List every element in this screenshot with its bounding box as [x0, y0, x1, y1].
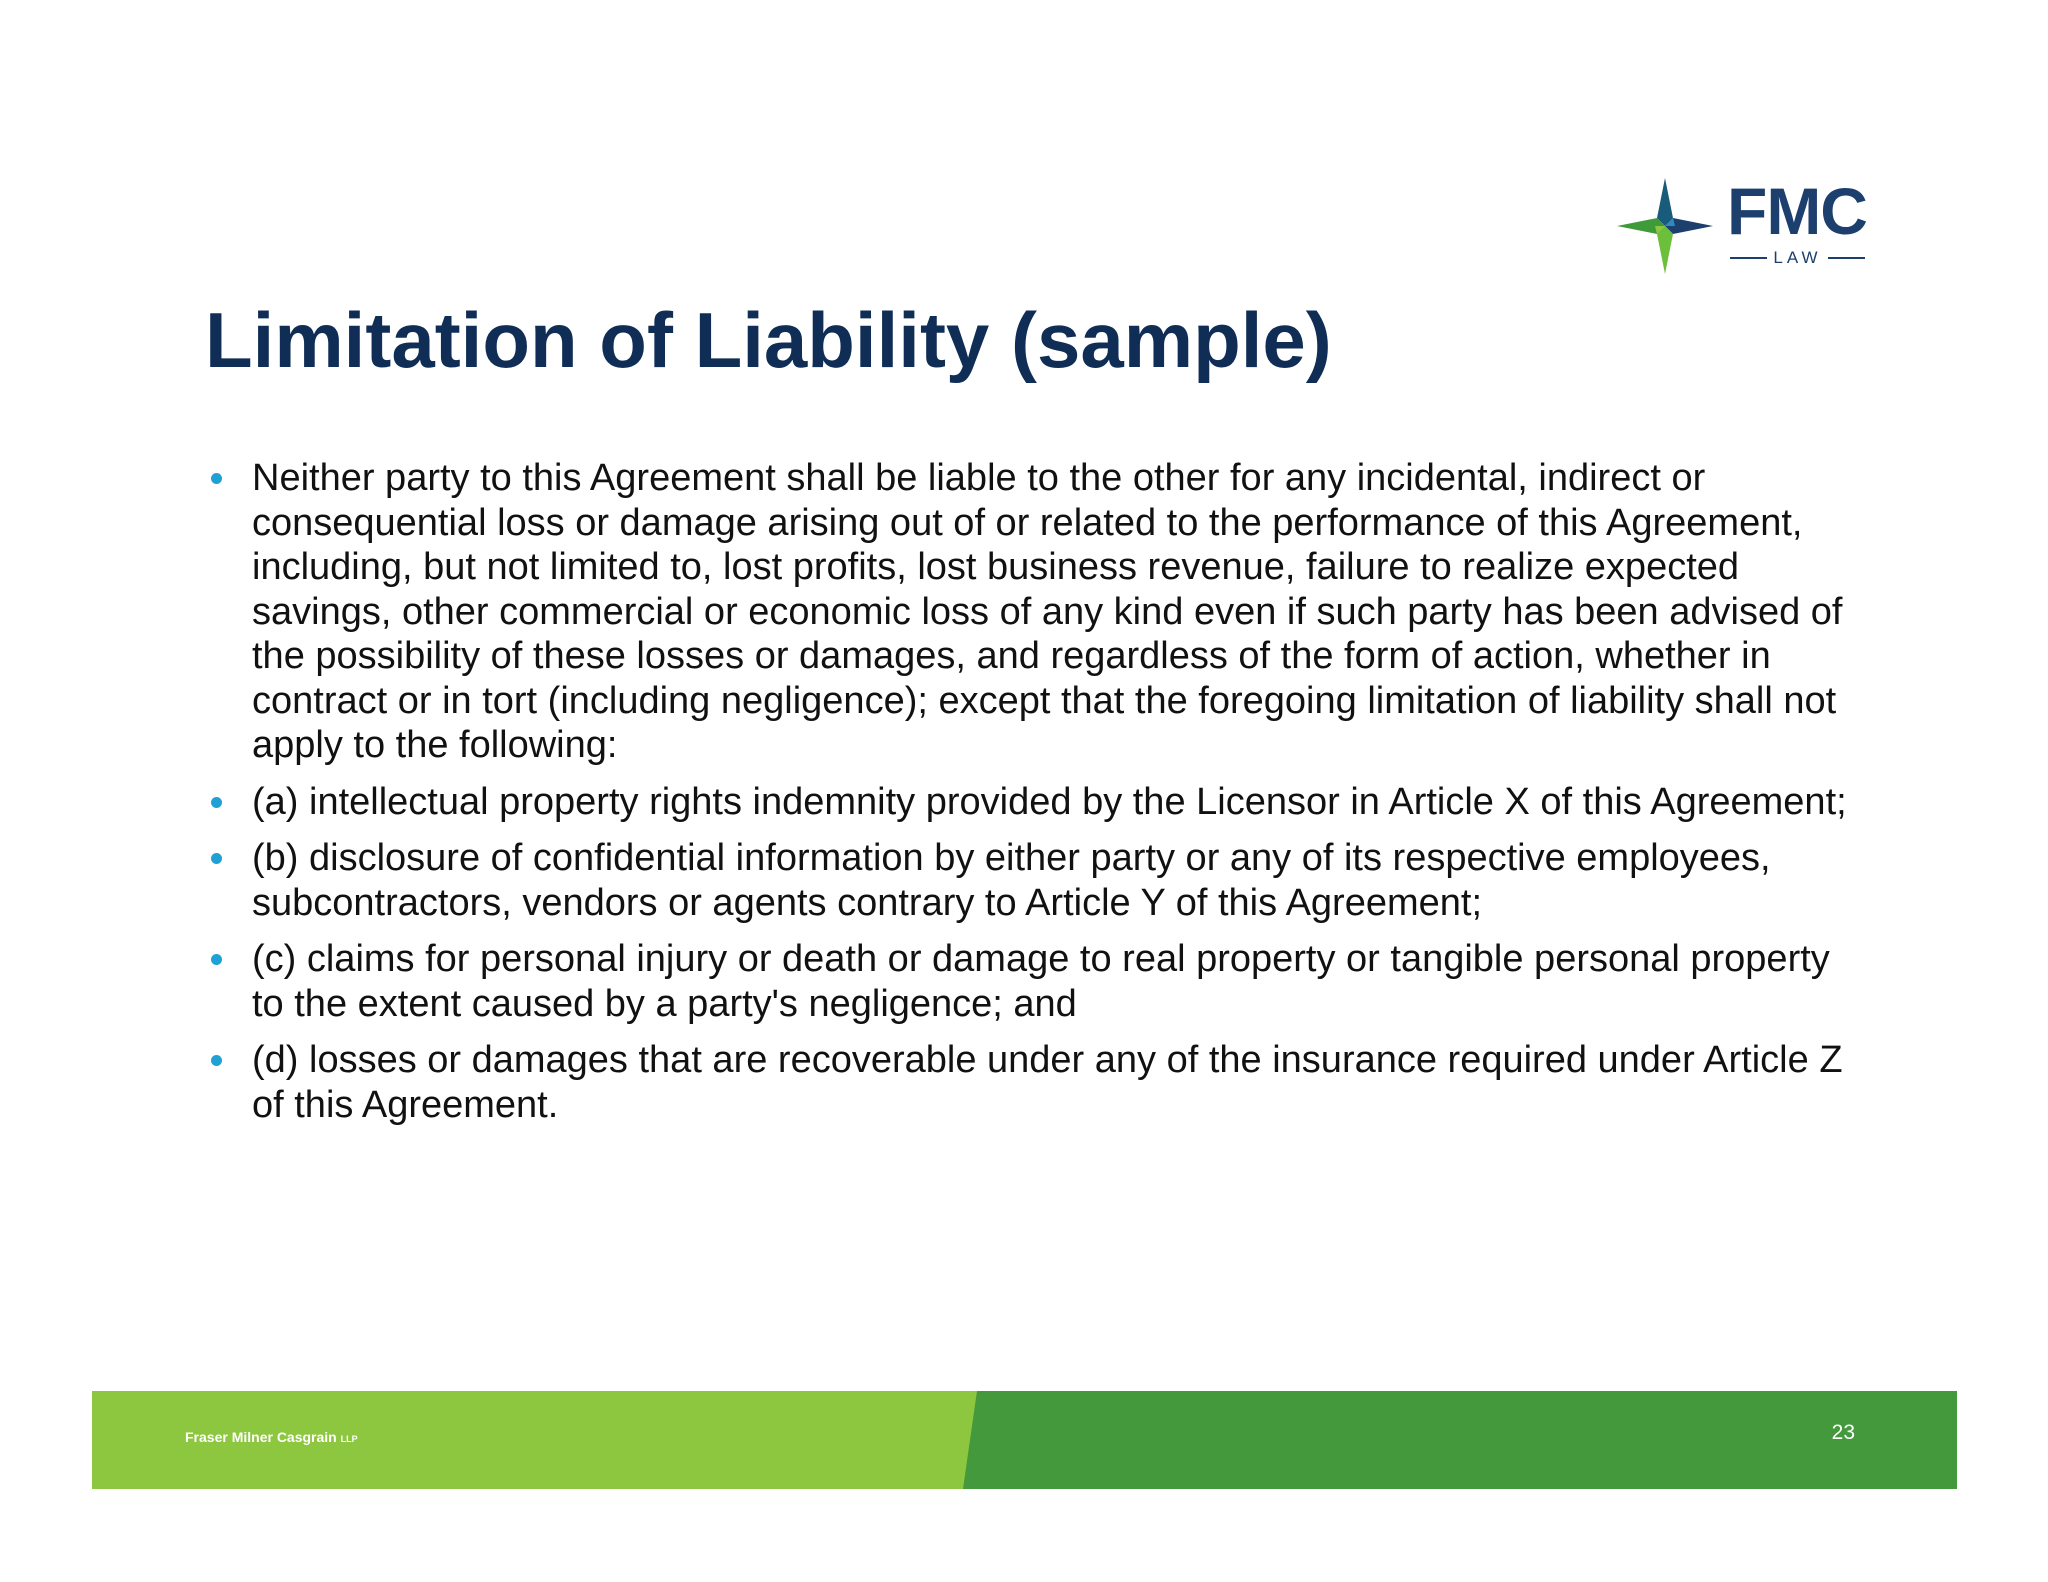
- footer-firm-name: [185, 1429, 358, 1445]
- bullet-text: (d) losses or damages that are recoverable under any of the insurance required under Article Z of this Agreement.: [252, 1039, 1843, 1126]
- logo-subtitle: [1730, 248, 1865, 268]
- bullet-text: (c) claims for personal injury or death or damage to real property or tangible personal property to the extent caused by a party's negligence; and: [252, 938, 1830, 1025]
- logo-rule-right: [1828, 257, 1865, 259]
- compass-star-icon: [1615, 176, 1715, 276]
- bullet-item: [205, 456, 1865, 768]
- logo-rule-left: [1730, 257, 1767, 259]
- bullet-item: [205, 1038, 1865, 1127]
- bullet-item: [205, 836, 1865, 925]
- bullet-text: Neither party to this Agreement shall be liable to the other for any incidental, indirect or consequential loss or damage arising out of or related to the performance of this Agreement, including, but not limited to, lost profits, lost business revenue, failure to realize expected savings, other commercial or economic loss of any kind even if such party has been advised of the possibility of these losses or damages, and regardless of the form of action, whether in contract or in tort (including negligence); except that the foregoing limitation of liability shall not apply to the following:: [252, 457, 1843, 766]
- footer-firm-text: Fraser Milner Casgrain: [185, 1429, 337, 1445]
- bullet-dot-icon: [211, 954, 222, 965]
- bullet-item: [205, 780, 1865, 825]
- logo-wordmark: FMC: [1727, 174, 1867, 248]
- bullet-item: [205, 937, 1865, 1026]
- logo-subtitle-text: LAW: [1773, 248, 1822, 267]
- bullet-dot-icon: [211, 473, 222, 484]
- bullet-text: (b) disclosure of confidential information by either party or any of its respective employees, subcontractors, vendors or agents contrary to Article Y of this Agreement;: [252, 837, 1771, 924]
- bullet-text: (a) intellectual property rights indemnity provided by the Licensor in Article X of this Agreement;: [252, 780, 1847, 823]
- slide-title: Limitation of Liability (sample): [205, 296, 1332, 384]
- bullet-dot-icon: [211, 853, 222, 864]
- footer-bar: [92, 1391, 1957, 1489]
- page-number: 23: [1831, 1421, 1855, 1444]
- bullet-dot-icon: [211, 1055, 222, 1066]
- footer-firm-suffix: LLP: [340, 1434, 358, 1444]
- fmc-law-logo: [1615, 176, 1870, 276]
- footer-background: [92, 1391, 1957, 1489]
- bullet-list: [205, 456, 1865, 1139]
- bullet-dot-icon: [211, 797, 222, 808]
